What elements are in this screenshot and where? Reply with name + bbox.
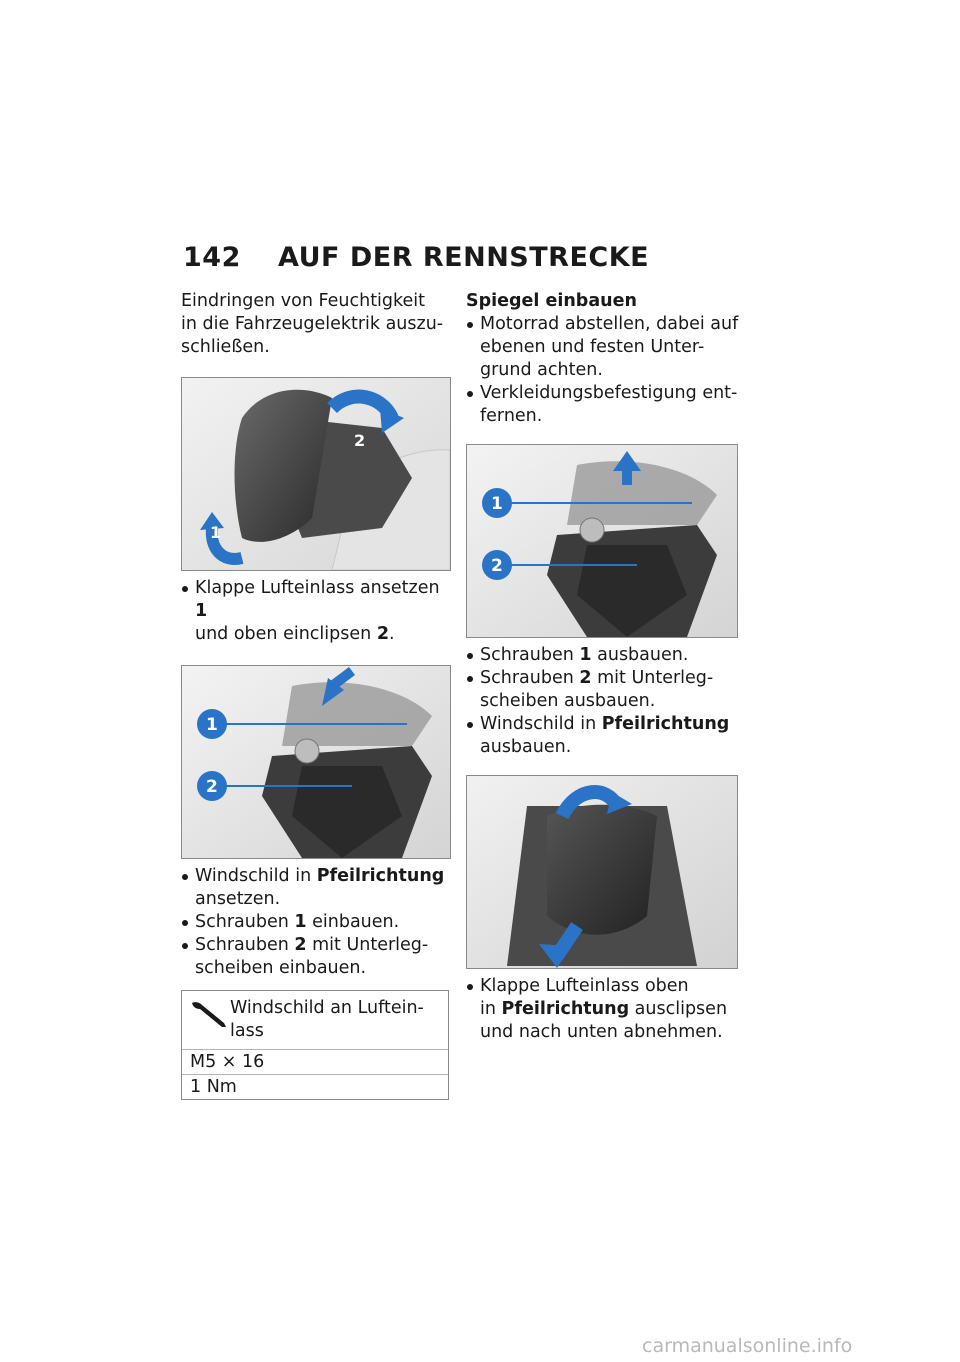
step-4: Schrauben 2 mit Unterleg- scheiben einbauen. (181, 934, 453, 980)
step-remove-windshield: Windschild in Pfeilrichtung ausbauen. (466, 713, 740, 759)
step-1: Klappe Lufteinlass ansetzen 1 und oben einclipsen 2. (181, 577, 453, 646)
page-title: AUF DER RENNSTRECKE (278, 242, 650, 273)
torque-spec-size: M5 × 16 (182, 1050, 448, 1075)
callout-1: 1 (206, 715, 218, 735)
callout-2: 2 (354, 431, 366, 450)
callout-2: 2 (491, 556, 503, 576)
step-park: Motorrad abstellen, dabei auf ebenen und festen Unter- grund achten. (466, 313, 740, 382)
torque-spec-table (181, 990, 449, 1100)
page-number: 142 (183, 242, 241, 273)
callout-1: 1 (491, 494, 503, 514)
windshield-screws-photo (181, 665, 451, 859)
step-remove-screws-2: Schrauben 2 mit Unterleg- scheiben ausbauen. (466, 667, 740, 713)
step-remove-flap: Klappe Lufteinlass oben in Pfeilrichtung ausclipsen und nach unten abnehmen. (466, 975, 740, 1044)
right-column (466, 290, 740, 1044)
step-remove-fairing: Verkleidungsbefestigung ent- fernen. (466, 382, 740, 428)
torque-wrench-icon (190, 997, 230, 1033)
air-inlet-flap-photo (181, 377, 451, 571)
windshield-removal-screws-photo (466, 444, 738, 638)
watermark: carmanualsonline.info (642, 1335, 853, 1357)
intro-text: Eindringen von Feuchtigkeit in die Fahrzeugelektrik auszu- schließen. (181, 291, 444, 357)
torque-spec-value: 1 Nm (190, 1077, 237, 1097)
step-3: Schrauben 1 einbauen. (181, 911, 453, 934)
left-column (181, 290, 453, 1100)
step-2: Windschild in Pfeilrichtung ansetzen. (181, 865, 453, 911)
step-remove-screws-1: Schrauben 1 ausbauen. (466, 644, 740, 667)
page-header (183, 242, 649, 282)
callout-1: 1 (210, 523, 222, 542)
torque-spec-header (182, 991, 448, 1050)
section-heading: Spiegel einbauen (466, 291, 637, 311)
air-inlet-flap-removal-photo (466, 775, 738, 969)
callout-2: 2 (206, 777, 218, 797)
torque-spec-label: Windschild an Luftein- lass (230, 998, 424, 1041)
